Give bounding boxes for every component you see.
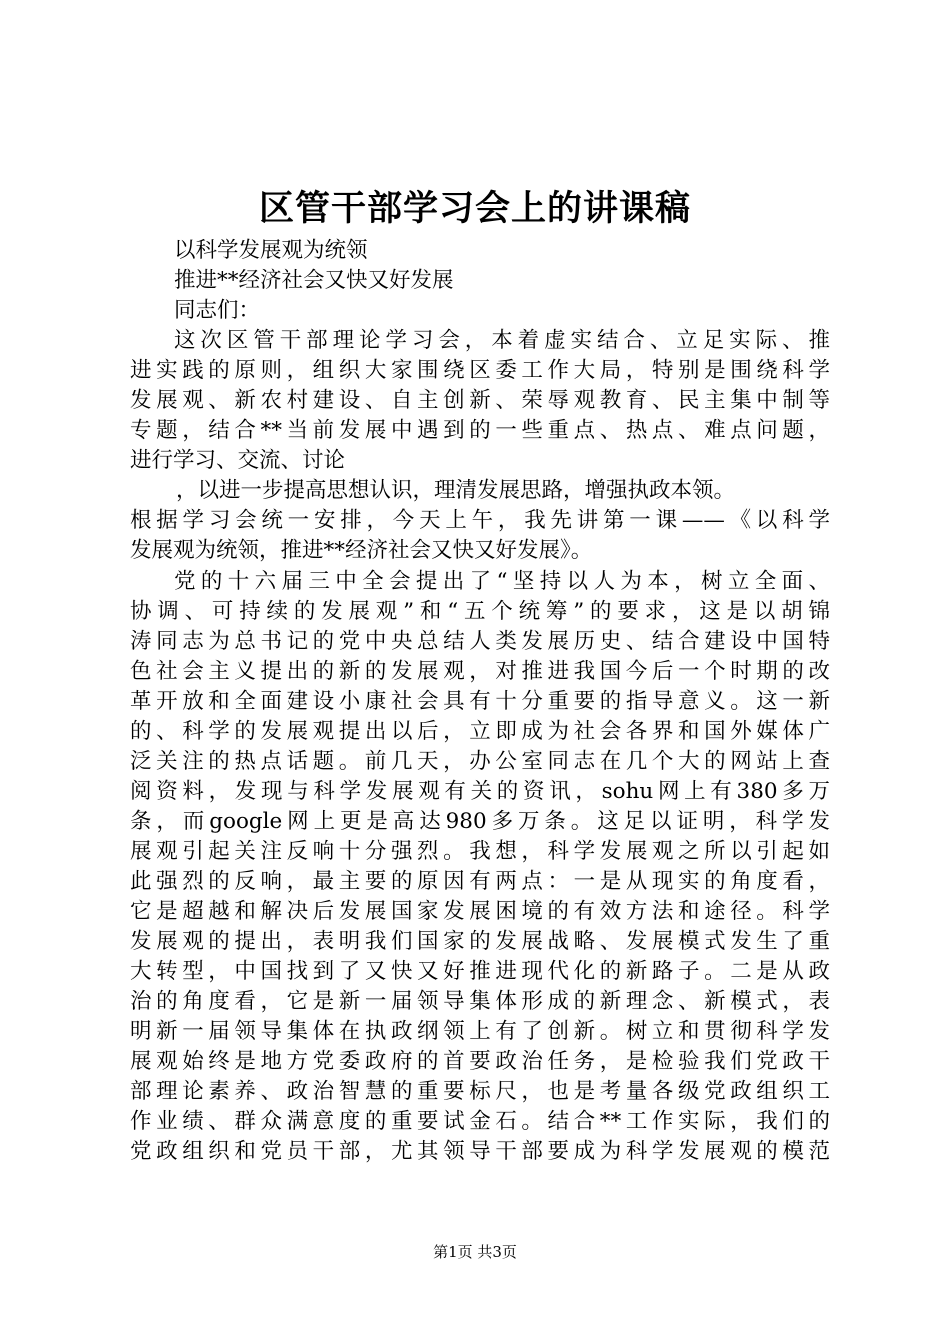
paragraph-line: 展观引起关注反响十分强烈。我想，科学发展观之所以引起如: [130, 838, 830, 864]
paragraph-line: 此强烈的反响，最主要的原因有两点：一是从现实的角度看，: [130, 868, 830, 894]
paragraph-line: 部理论素养、政治智慧的重要标尺，也是考量各级党政组织工: [130, 1079, 830, 1105]
paragraph-line: 党的十六届三中全会提出了“坚持以人为本，树立全面、: [174, 568, 830, 594]
paragraph-line: 阅资料，发现与科学发展观有关的资讯，sohu网上有380多万: [130, 778, 830, 804]
subtitle-line: 以科学发展观为统领: [174, 238, 368, 263]
paragraph-line: 专题，结合**当前发展中遇到的一些重点、热点、难点问题，: [130, 418, 830, 444]
paragraph-line: 发展观的提出，表明我们国家的发展战略、发展模式发生了重: [130, 929, 830, 955]
paragraph-line: 治的角度看，它是新一届领导集体形成的新理念、新模式，表: [130, 989, 830, 1015]
paragraph-line: 展观始终是地方党委政府的首要政治任务，是检验我们党政干: [130, 1049, 830, 1075]
document-body: [130, 236, 830, 1167]
paragraph-line: 涛同志为总书记的党中央总结人类发展历史、结合建设中国特: [130, 628, 830, 654]
paragraph-line: 色社会主义提出的新的发展观，对推进我国今后一个时期的改: [130, 658, 830, 684]
paragraph-line: 作业绩、群众满意度的重要试金石。结合**工作实际，我们的: [130, 1109, 830, 1135]
paragraph-line: 它是超越和解决后发展国家发展困境的有效方法和途径。科学: [130, 899, 830, 925]
paragraph-line: 发展观为统领，推进**经济社会又快又好发展》。: [130, 538, 593, 564]
paragraph-line: 的、科学的发展观提出以后，立即成为社会各界和国外媒体广: [130, 718, 830, 744]
salutation-line: 同志们：: [174, 298, 261, 324]
paragraph-line: ，以进一步提高思想认识，理清发展思路，增强执政本领。: [176, 478, 736, 504]
paragraph-line: 进行学习、交流、讨论: [130, 448, 346, 474]
paragraph-line: 大转型，中国找到了又快又好推进现代化的新路子。二是从政: [130, 959, 830, 985]
paragraph-line: 发展观、新农村建设、自主创新、荣辱观教育、民主集中制等: [130, 388, 830, 414]
paragraph-line: 明新一届领导集体在执政纲领上有了创新。树立和贯彻科学发: [130, 1019, 830, 1045]
paragraph-line: 党政组织和党员干部，尤其领导干部要成为科学发展观的模范: [130, 1139, 830, 1165]
paragraph-line: 泛关注的热点话题。前几天，办公室同志在几个大的网站上查: [130, 748, 830, 774]
paragraph-line: 条，而google网上更是高达980多万条。这足以证明，科学发: [130, 808, 830, 834]
paragraph-line: 这次区管干部理论学习会，本着虚实结合、立足实际、推: [174, 328, 830, 354]
page-number-footer: 第1页 共3页: [433, 1243, 517, 1261]
page-title: 区管干部学习会上的讲课稿: [258, 189, 691, 229]
paragraph-line: 革开放和全面建设小康社会具有十分重要的指导意义。这一新: [130, 688, 830, 714]
paragraph-line: 根据学习会统一安排，今天上午，我先讲第一课——《以科学: [130, 508, 830, 534]
paragraph-line: 进实践的原则，组织大家围绕区委工作大局，特别是围绕科学: [130, 358, 830, 384]
paragraph-line: 协调、可持续的发展观”和“五个统筹”的要求，这是以胡锦: [130, 598, 830, 624]
subtitle-line: 推进**经济社会又快又好发展: [174, 268, 454, 294]
